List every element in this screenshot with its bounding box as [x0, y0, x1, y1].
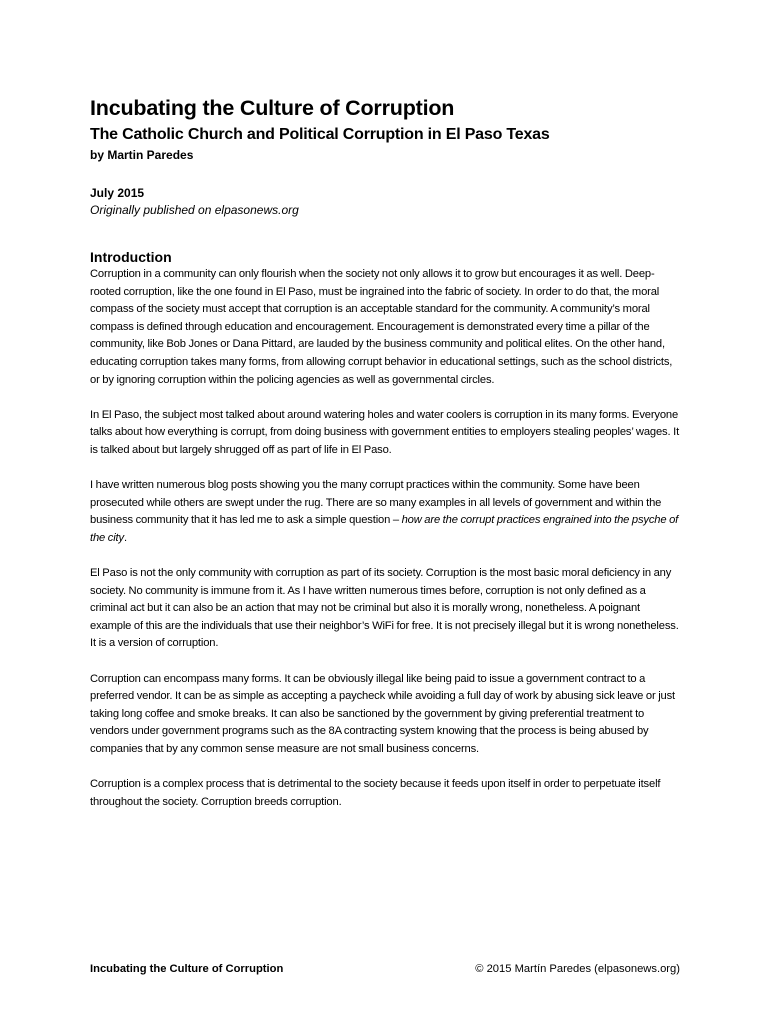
page-footer: [90, 961, 680, 977]
document-title: Incubating the Culture of Corruption: [90, 96, 455, 120]
publication-note: Originally published on elpasonews.org: [90, 203, 299, 217]
paragraph-6: Corruption is a complex process that is detrimental to the society because it feeds upon itself in order to perpetuate itself throughout the society. Corruption breeds corruption.: [90, 778, 661, 808]
paragraph-3-text: I have written numerous blog posts showing you the many corrupt practices within the community. Some have been prosecuted while others are swept under the rug. There are so many examples in all levels of government and within the business community that it has led me to ask a simple question –: [90, 479, 662, 527]
document-page: [90, 94, 680, 829]
document-subtitle: The Catholic Church and Political Corruption in El Paso Texas: [90, 126, 550, 143]
publication-date: July 2015: [90, 186, 145, 200]
paragraph-1: Corruption in a community can only flourish when the society not only allows it to grow but encourages it as well. Deep-rooted corruption, like the one found in El Paso, must be ingrained into the fabric of society. In order to do that, the moral compass of the society must accept that corruption is an acceptable standard for the community. A community’s moral compass is defined through education and encouragement. Encouragement is demonstrated every time a pillar of the community, like Bob Jones or Dana Pittard, are lauded by the business community and political elites. On the other hand, educating corruption takes many forms, from allowing corrupt behavior in educational settings, such as the school districts, or by ignoring corruption within the policing agencies as well as governmental circles.: [90, 268, 673, 386]
footer-title: Incubating the Culture of Corruption: [90, 963, 284, 975]
paragraph-5: Corruption can encompass many forms. It can be obviously illegal like being paid to issue a government contract to a preferred vendor. It can be as simple as accepting a paycheck while avoiding a full day of work by abusing sick leave or just taking long coffee and smoke breaks. It can also be sanctioned by the government by giving preferential treatment to vendors under government programs such as the 8A contracting system knowing that the process is being abused by companies that by any common sense measure are not small business concerns.: [90, 672, 676, 756]
author-byline: by Martin Paredes: [90, 148, 194, 162]
paragraph-3-italic-question: how are the corrupt practices engrained into the psyche of the city: [90, 514, 679, 544]
paragraph-3: [90, 477, 680, 547]
paragraph-3-end: .: [123, 531, 127, 544]
paragraph-2: In El Paso, the subject most talked about around watering holes and water coolers is corruption in its many forms. Everyone talks about how everything is corrupt, from doing business with government entities to employers stealing peoples’ wages. It is talked about but largely shrugged off as part of life in El Paso.: [90, 408, 680, 456]
paragraph-4: El Paso is not the only community with corruption as part of its society. Corruption is the most basic moral deficiency in any society. No community is immune from it. As I have written numerous times before, corruption is not only defined as a criminal act but it can also be an action that may not be criminal but also it is morally wrong, nonetheless. A poignant example of this are the individuals that use their neighbor’s WiFi for free. It is not precisely illegal but it is wrong nonetheless. It is a version of corruption.: [90, 567, 679, 650]
introduction-heading: Introduction: [90, 249, 172, 265]
footer-copyright: © 2015 Martín Paredes (elpasonews.org): [475, 963, 680, 975]
